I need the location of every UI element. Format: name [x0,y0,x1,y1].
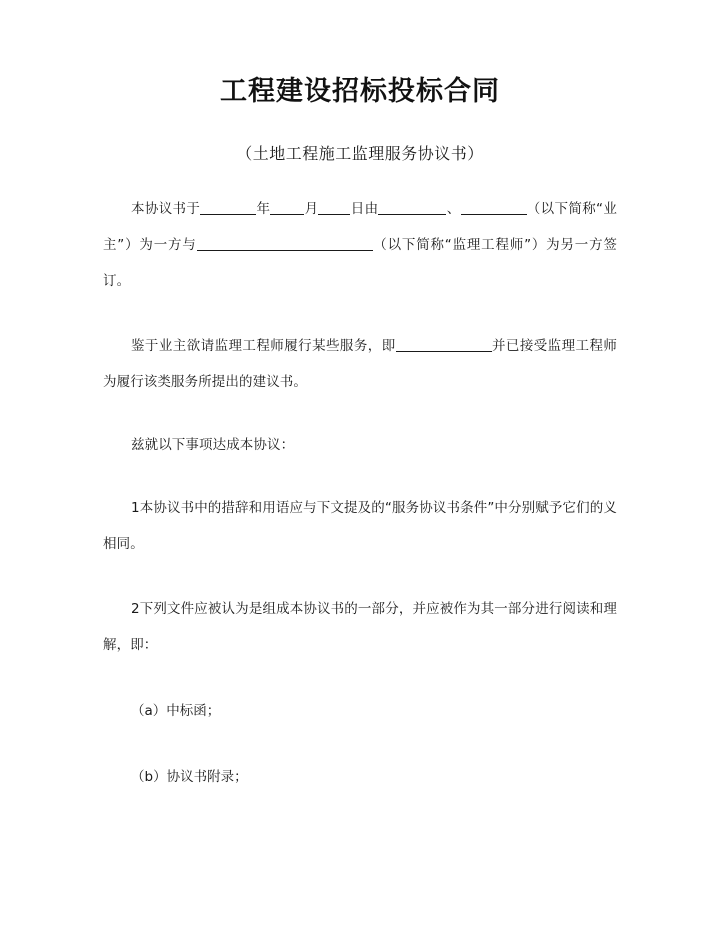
spacer-after-subtitle [103,165,617,191]
whereas-text-tail: 并已接受监理工程师为履行该类服务所提出的建议书。 [103,338,617,391]
blank-year-field[interactable] [200,214,256,215]
label-year: 年 [256,201,271,218]
label-month: 月 [304,201,319,218]
spacer-before-agreement [103,400,617,427]
engineer-designation-text: （以下简称“监理工程师”）为另一方签订。 [103,237,617,290]
paragraph-clause-2: 2下列文件应被认为是组成本协议书的一部分，并应被作为其一部分进行阅读和理解，即： [103,601,617,654]
spacer-before-whereas [103,299,617,328]
page-subtitle: （土地工程施工监理服务协议书） [236,144,484,164]
blank-services-field[interactable] [396,351,492,352]
blank-party-one-field[interactable] [378,214,446,215]
spacer-before-clause-1 [103,463,617,490]
list-item-a: （a）中标函； [131,703,221,720]
blank-day-field[interactable] [318,214,350,215]
separator-comma: 、 [446,201,461,218]
page-title: 工程建设招标投标合同 [220,76,500,107]
blank-party-two-field[interactable] [461,214,527,215]
paragraph-whereas [103,328,617,400]
whereas-text-lead: 鉴于业主欲请监理工程师履行某些服务，即 [131,338,396,355]
label-day-by: 日由 [350,201,379,218]
paragraph-clause-1: 1本协议书中的措辞和用语应与下文提及的“服务协议书条件”中分别赋予它们的义相同。 [103,500,617,553]
spacer-before-item-b [103,729,617,759]
list-item-b: （b）协议书附录； [131,769,248,786]
paragraph-parties [103,191,617,299]
paragraph-agreement-intro: 兹就以下事项达成本协议： [131,437,295,454]
blank-engineer-name-field[interactable] [197,250,373,251]
parties-text-lead: 本协议书于 [131,201,201,218]
blank-month-field[interactable] [270,214,304,215]
spacer-before-clause-2 [103,562,617,591]
owner-designation-text: （以下简称“业主”）为一方与 [103,201,617,254]
spacer-before-item-a [103,663,617,693]
